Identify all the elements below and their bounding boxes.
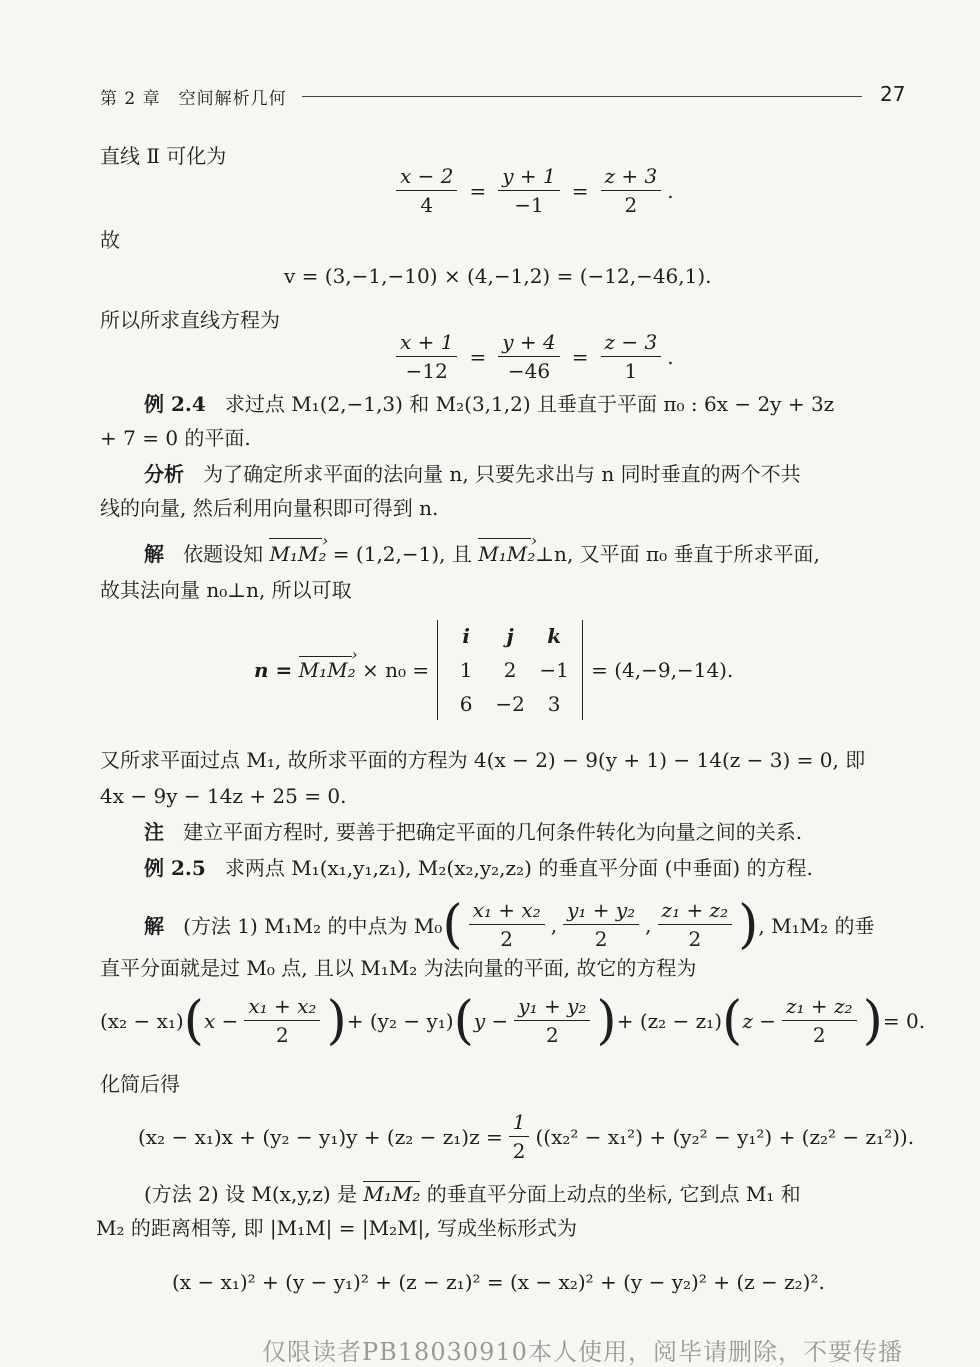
equation-result-line: $\frac{x + 1}{-12}$ = $\frac{y + 4}{-46}$ = $\frac{z - 3}{1}$ . [390,330,674,383]
analysis-cont: 线的向量, 然后利用向量积即可得到 n. [100,496,439,520]
solution-label: 解 [144,542,164,566]
analysis-text: 为了确定所求平面的法向量 n, 只要先求出与 n 同时垂直的两个不共 [203,462,801,486]
watermark: 仅限读者PB18030910本人使用，阅毕请删除，不要传播 [262,1338,903,1366]
line-intro: 直线 Ⅱ 可化为 [100,144,227,168]
solution-2-4: 解 依题设知 M₁M₂ › = (1,2,−1), 且 M₁M₂ ›⊥n, 又平面 π₀ 垂直于所求平面, [144,540,820,568]
vector-m1m2: M₁M₂ › [269,540,326,568]
example-2-4 [144,390,834,418]
analysis [144,460,801,488]
note [144,818,802,846]
solution-cont: 故其法向量 n₀⊥n, 所以可取 [100,578,352,602]
solution-2-5: 解 (方法 1) M₁M₂ 的中点为 M₀ ( $\frac{\text{x₁ + x₂}}{2}$ , $\frac{\text{y₁ + y₂}}{2}$ , $\frac{\text{z₁ + z₂}}{2}$ ) , M₁M₂ 的垂 [144,894,875,955]
page-number: 27 [880,82,906,106]
example-text: 求过点 M₁(2,−1,3) 和 M₂(3,1,2) 且垂直于平面 π₀ : 6x − 2y + 3z [224,392,835,416]
solution-label: 解 [144,914,164,938]
equation-bisector-plane: (x₂ − x₁) ( x − $\frac{\text{x₁ + x₂}}{2}$ ) + (y₂ − y₁) ( y − $\frac{\text{y₁ + y₂}}{2}$ ) + (z₂ − z₁) ( z − $\frac{\text{z₁ + z₂}}{2}$ ) = 0. [100,990,926,1051]
example-2-5 [144,854,813,882]
method-2-cont: M₂ 的距离相等, 即 |M₁M| = |M₂M|, 写成坐标形式为 [96,1216,578,1240]
equation-distance: (x − x₁)² + (y − y₁)² + (z − z₁)² = (x − x₂)² + (y − y₂)² + (z − z₂)². [172,1270,825,1294]
vector-m1m2: M₁M₂ › [478,540,535,568]
example-text: 求两点 M₁(x₁,y₁,z₁), M₂(x₂,y₂,z₂) 的垂直平分面 (中垂面) 的方程. [224,856,813,880]
note-text: 建立平面方程时, 要善于把确定平面的几何条件转化为向量之间的关系. [183,820,803,844]
note-label: 注 [144,820,164,844]
text-simplified: 化简后得 [100,1072,180,1096]
chapter-header: 第 2 章 空间解析几何 [100,89,287,109]
vector-m1m2: M₁M₂ › [299,658,356,682]
example-label: 例 2.5 [144,856,206,880]
equation-line-ii: $\frac{x - 2}{4}$ = $\frac{y + 1}{-1}$ = $\frac{z + 3}{2}$ . [390,164,674,217]
text-line-equation: 所以所求直线方程为 [100,308,280,332]
segment-m1m2: M₁M₂ [363,1182,421,1206]
equation-cross-product: v = (3,−1,−10) × (4,−1,2) = (−12,−46,1). [284,264,712,288]
determinant-equation: n = M₁M₂ › × n₀ = i j k 1 2 −1 6 −2 3 = (4,−9,−14). [254,620,733,720]
header-rule [302,96,862,97]
example-2-4-cont: + 7 = 0 的平面. [100,426,251,450]
plane-equation-text: 又所求平面过点 M₁, 故所求平面的方程为 4(x − 2) − 9(y + 1) − 14(z − 3) = 0, 即 [100,748,866,772]
equation-simplified: (x₂ − x₁)x + (y₂ − y₁)y + (z₂ − z₁)z = $\frac{1}{2}$ ((x₂² − x₁²) + (y₂² − y₁²) + (z₂² − z₁²)). [138,1110,915,1163]
text-therefore: 故 [100,228,120,252]
example-label: 例 2.4 [144,392,206,416]
plane-equation-result: 4x − 9y − 14z + 25 = 0. [100,784,347,808]
solution-2-5-cont: 直平分面就是过 M₀ 点, 且以 M₁M₂ 为法向量的平面, 故它的方程为 [100,956,697,980]
analysis-label: 分析 [144,462,184,486]
determinant: i j k 1 2 −1 6 −2 3 [437,620,583,720]
method-2: (方法 2) 设 M(x,y,z) 是 M₁M₂ 的垂直平分面上动点的坐标, 它到点 M₁ 和 [144,1182,801,1206]
